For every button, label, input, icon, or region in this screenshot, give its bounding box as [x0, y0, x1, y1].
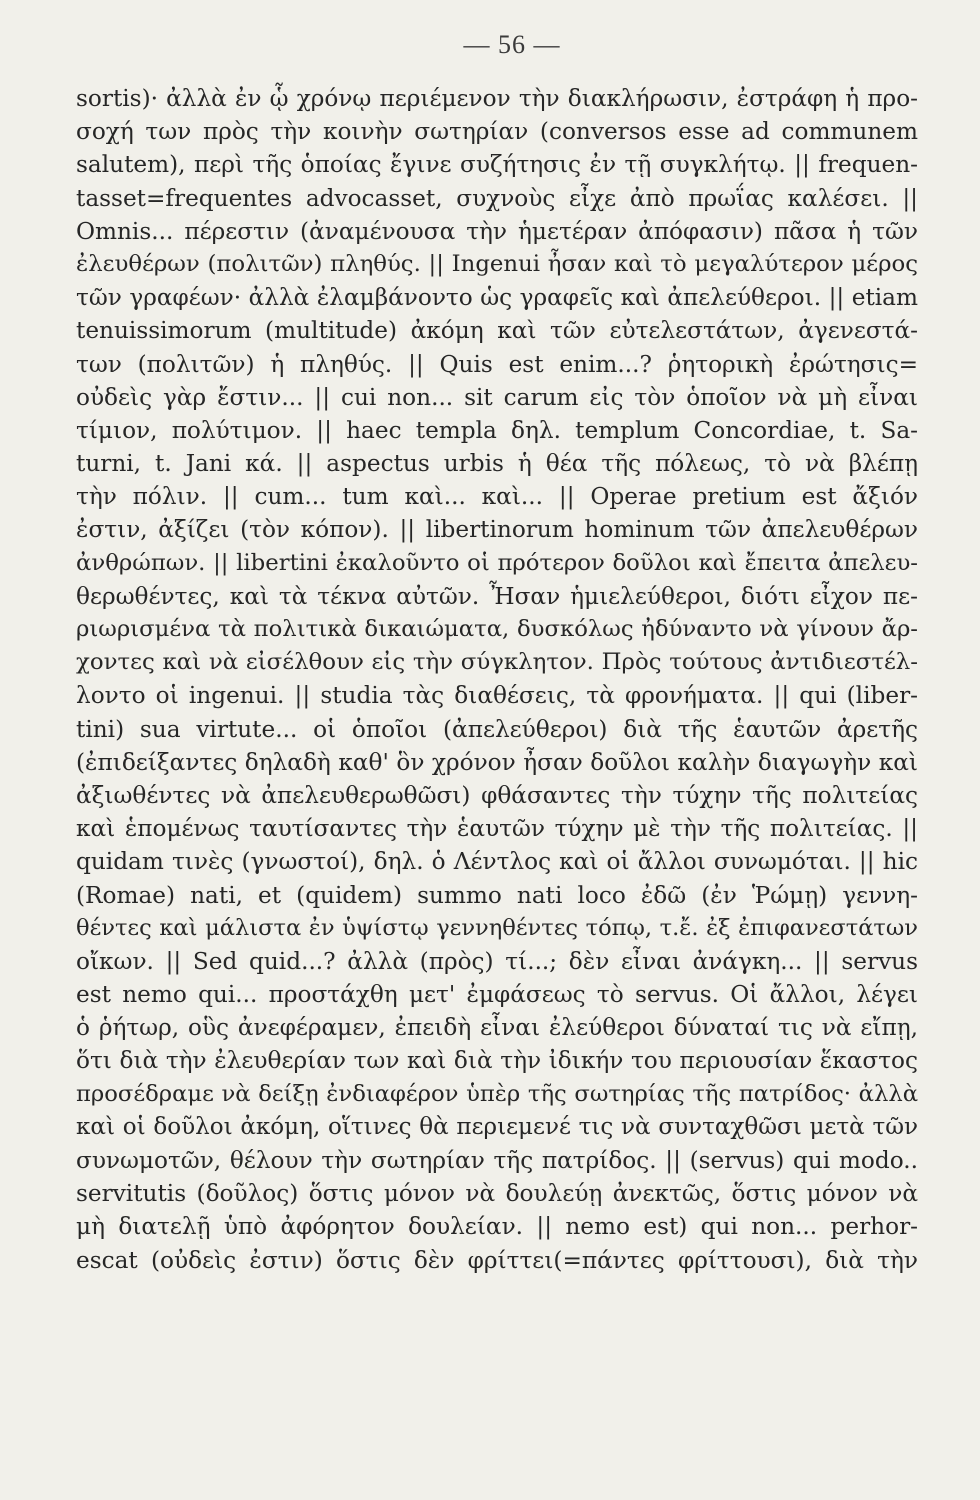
- text-line: ἐστιν, ἀξίζει (τὸν κόπον). || libertinorum hominum τῶν ἀπελευθέρων: [76, 516, 918, 544]
- text-line: οἴκων. || Sed quid...? ἀλλὰ (πρὸς) τί...; δὲν εἶναι ἀνάγκη... || servus: [76, 947, 918, 975]
- page-number: — 56 —: [463, 30, 561, 59]
- text-line: οὐδεὶς γὰρ ἔστιν... || cui non... sit carum εἰς τὸν ὁποῖον νὰ μὴ εἶναι: [76, 383, 918, 411]
- text-line: ὅτι διὰ τὴν ἐλευθερίαν των καὶ διὰ τὴν ἰδικήν του περιουσίαν ἕκαστος: [76, 1047, 918, 1075]
- text-line: ἐλευθέρων (πολιτῶν) πληθύς. || Ingenui ἦσαν καὶ τὸ μεγαλύτερον μέρος: [76, 250, 918, 277]
- text-line: των (πολιτῶν) ἡ πληθύς. || Quis est enim...? ῥητορικὴ ἐρώτησις=: [76, 350, 918, 378]
- text-line: tenuissimorum (multitude) ἀκόμη καὶ τῶν εὐτελεστάτων, ἀγενεστά-: [76, 317, 918, 345]
- text-line: sortis)· ἀλλὰ ἐν ᾧ χρόνῳ περιέμενον τὴν διακλήρωσιν, ἐστράφη ἡ προ-: [76, 85, 918, 112]
- text-line: turni, t. Jani κά. || aspectus urbis ἡ θέα τῆς πόλεως, τὸ νὰ βλέπῃ: [76, 450, 918, 478]
- commentary-text: [76, 82, 918, 1277]
- text-line: ριωρισμένα τὰ πολιτικὰ δικαιώματα, δυσκόλως ἠδύναντο νὰ γίνουν ἄρ-: [76, 616, 918, 642]
- text-line: καὶ οἱ δοῦλοι ἀκόμη, οἵτινες θὰ περιεμενέ τις νὰ συνταχθῶσι μετὰ τῶν: [76, 1113, 918, 1140]
- text-line: est nemo qui... προστάχθη μετ' ἐμφάσεως τὸ servus. Οἱ ἄλλοι, λέγει: [76, 981, 918, 1009]
- text-line: ἀνθρώπων. || libertini ἐκαλοῦντο οἱ πρότερον δοῦλοι καὶ ἔπειτα ἀπελευ-: [76, 549, 918, 576]
- text-line: θερωθέντες, καὶ τὰ τέκνα αὐτῶν. Ἦσαν ἡμιελεύθεροι, διότι εἶχον πε-: [76, 582, 918, 610]
- text-line: quidam τινὲς (γνωστοί), δηλ. ὁ Λέντλος καὶ οἱ ἄλλοι συνωμόται. || hic: [76, 848, 918, 876]
- text-line: ὁ ῥήτωρ, οὓς ἀνεφέραμεν, ἐπειδὴ εἶναι ἐλεύθεροι δύναταί τις νὰ εἴπῃ,: [76, 1014, 918, 1042]
- text-line: χοντες καὶ νὰ εἰσέλθουν εἰς τὴν σύγκλητον. Πρὸς τούτους ἀντιδιεστέλ-: [76, 649, 918, 676]
- text-line: καὶ ἑπομένως ταυτίσαντες τὴν ἑαυτῶν τύχην μὲ τὴν τῆς πολιτείας. ||: [76, 815, 918, 843]
- text-line: (ἐπιδείξαντες δηλαδὴ καθ' ὃν χρόνον ἦσαν δοῦλοι καλὴν διαγωγὴν καὶ: [76, 748, 918, 776]
- text-line: λοντο οἱ ingenui. || studia τὰς διαθέσεις, τὰ φρονήματα. || qui (liber-: [76, 682, 918, 710]
- text-line: τὴν πόλιν. || cum... tum καὶ... καὶ... || Operae pretium est ἄξιόν: [76, 483, 918, 511]
- text-line: συνωμοτῶν, θέλουν τὴν σωτηρίαν τῆς πατρίδος. || (servus) qui modo..: [76, 1147, 918, 1174]
- text-line: προσέδραμε νὰ δείξῃ ἐνδιαφέρον ὑπὲρ τῆς σωτηρίας τῆς πατρίδος· ἀλλὰ: [76, 1080, 918, 1107]
- text-line: σοχή των πρὸς τὴν κοινὴν σωτηρίαν (conversos esse ad communem: [76, 118, 918, 146]
- text-line: ἀξιωθέντες νὰ ἀπελευθερωθῶσι) φθάσαντες τὴν τύχην τῆς πολιτείας: [76, 781, 918, 809]
- text-line: salutem), περὶ τῆς ὁποίας ἔγινε συζήτησις ἐν τῇ συγκλήτῳ. || frequen-: [76, 151, 918, 179]
- text-line: (Romae) nati, et (quidem) summo nati loco ἐδῶ (ἐν Ῥώμῃ) γεννη-: [76, 881, 918, 909]
- text-line: μὴ διατελῇ ὑπὸ ἀφόρητον δουλείαν. || nemo est) qui non... perhor-: [76, 1213, 918, 1241]
- text-line: θέντες καὶ μάλιστα ἐν ὑψίστῳ γεννηθέντες τόπῳ, τ.ἔ. ἐξ ἐπιφανεστάτων: [76, 914, 918, 941]
- text-line: escat (οὐδεὶς ἐστιν) ὅστις δὲν φρίττει(=πάντες φρίττουσι), διὰ τὴν: [76, 1246, 918, 1274]
- text-line: servitutis (δοῦλος) ὅστις μόνον νὰ δουλεύῃ ἀνεκτῶς, ὅστις μόνον νὰ: [76, 1180, 918, 1208]
- text-line: τῶν γραφέων· ἀλλὰ ἐλαμβάνοντο ὡς γραφεῖς καὶ ἀπελεύθεροι. || etiam: [76, 284, 918, 312]
- text-line: tini) sua virtute... οἱ ὁποῖοι (ἀπελεύθεροι) διὰ τῆς ἑαυτῶν ἀρετῆς: [76, 715, 918, 743]
- text-line: τίμιον, πολύτιμον. || haec templa δηλ. templum Concordiae, t. Sa-: [76, 416, 918, 444]
- text-line: Omnis... πέρεστιν (ἀναμένουσα τὴν ἡμετέραν ἀπόφασιν) πᾶσα ἡ τῶν: [76, 217, 918, 245]
- text-line: tasset=frequentes advocasset, συχνοὺς εἶχε ἀπὸ πρωΐας καλέσει. ||: [76, 184, 918, 212]
